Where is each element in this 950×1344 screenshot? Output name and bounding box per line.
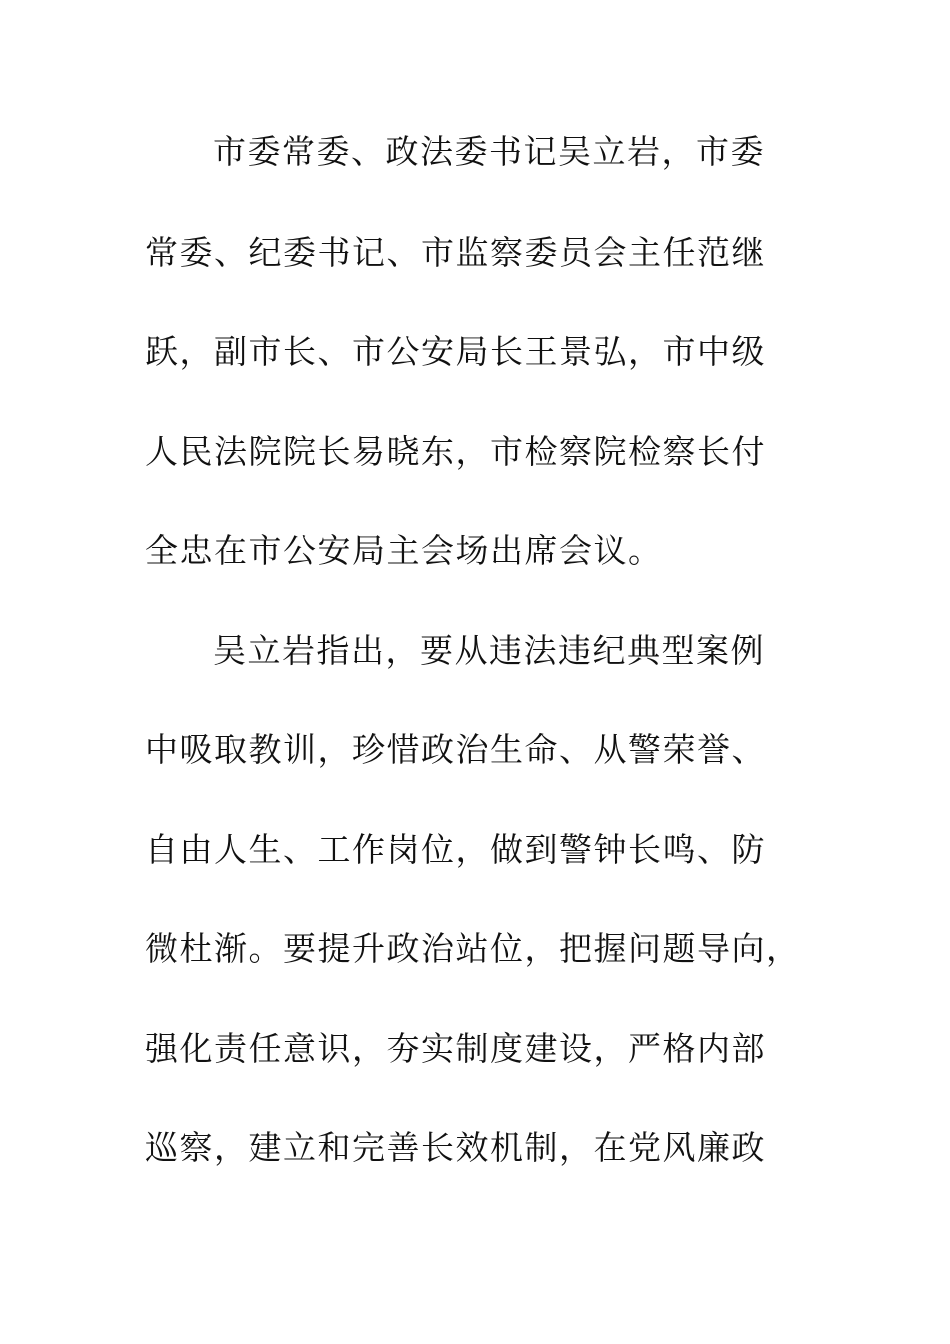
text-line: 微杜渐。要提升政治站位，把握问题导向，: [145, 929, 801, 968]
text-line: 自由人生、工作岗位，做到警钟长鸣、防: [145, 830, 766, 869]
text-line: 全忠在市公安局主会场出席会议。: [145, 531, 663, 570]
text-line: 吴立岩指出，要从违法违纪典型案例: [213, 631, 765, 670]
text-line: 中吸取教训，珍惜政治生命、从警荣誉、: [145, 730, 766, 769]
text-line: 常委、纪委书记、市监察委员会主任范继: [145, 233, 766, 272]
text-line: 人民法院院长易晓东，市检察院检察长付: [145, 432, 766, 471]
text-line: 跃，副市长、市公安局长王景弘，市中级: [145, 332, 766, 371]
text-line: 巡察，建立和完善长效机制，在党风廉政: [145, 1128, 766, 1167]
text-line: 强化责任意识，夯实制度建设，严格内部: [145, 1029, 766, 1068]
text-line: 市委常委、政法委书记吴立岩，市委: [213, 132, 765, 171]
